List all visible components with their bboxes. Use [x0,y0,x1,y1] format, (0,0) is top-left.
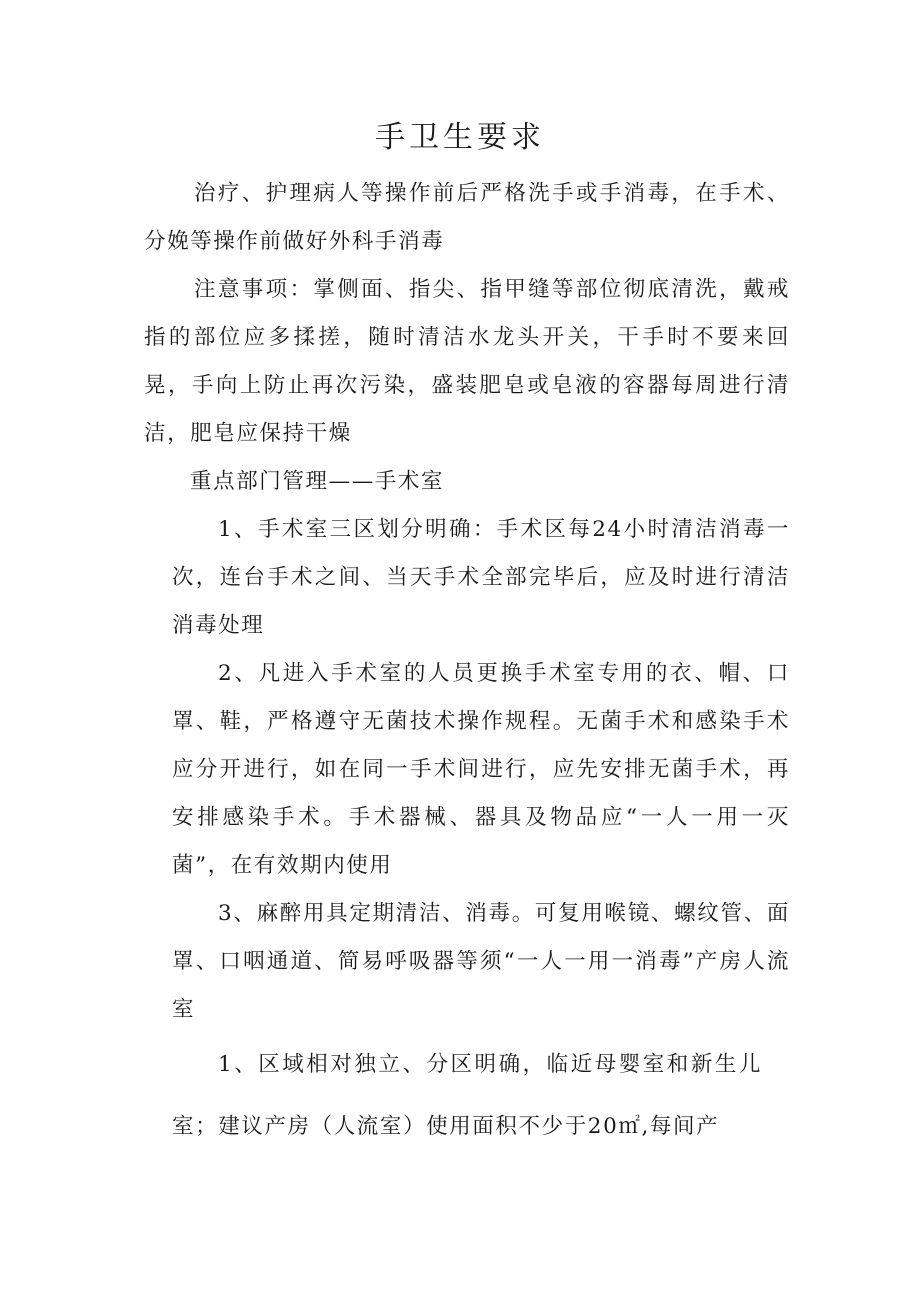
delivery-room-item-1: 1、区域相对独立、分区明确，临近母婴室和新生儿室；建议产房（人流室）使用面积不少于20㎡,每间产 [172,1052,762,1139]
operating-room-item-1: 1、手术室三区划分明确：手术区每24小时清洁消毒一次，连台手术之间、当天手术全部完毕后，应及时进行清洁消毒处理 [172,517,790,638]
notes-paragraph: 注意事项：掌侧面、指尖、指甲缝等部位彻底清洗，戴戒指的部位应多揉搓，随时清洁水龙头开关，干手时不要来回晃，手向上防止再次污染，盛装肥皂或皂液的容器每周进行清洁，肥皂应保持干燥 [144,277,790,446]
document-title: 手卫生要求 [375,120,545,155]
intro-paragraph: 治疗、护理病人等操作前后严格洗手或手消毒，在手术、分娩等操作前做好外科手消毒 [144,181,790,254]
section-heading: 重点部门管理——手术室 [190,469,445,494]
operating-room-item-3: 3、麻醉用具定期清洁、消毒。可复用喉镜、螺纹管、面罩、口咽通道、简易呼吸器等须“一人一用一消毒”产房人流室 [172,901,790,1022]
operating-room-item-2: 2、凡进入手术室的人员更换手术室专用的衣、帽、口罩、鞋，严格遵守无菌技术操作规程。无菌手术和感染手术应分开进行，如在同一手术间进行，应先安排无菌手术，再安排感染手术。手术器械、器具及物品应“一人一用一灭菌”，在有效期内使用 [172,661,790,878]
